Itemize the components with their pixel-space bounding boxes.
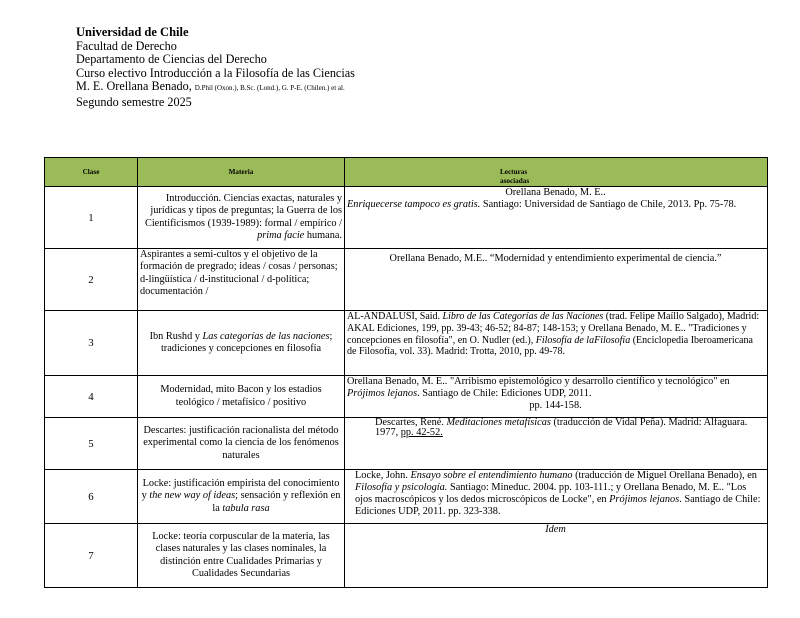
- table-row: [45, 311, 768, 376]
- materia-cell: Modernidad, mito Bacon y los estadios teológico / metafísico / positivo: [138, 376, 345, 418]
- university-name: Universidad de Chile: [76, 25, 189, 39]
- semester: Segundo semestre 2025: [76, 94, 192, 109]
- table-row: [45, 249, 768, 311]
- clase-number: 7: [45, 524, 138, 588]
- clase-number: 1: [45, 187, 138, 249]
- faculty-name: Facultad de Derecho: [76, 38, 177, 53]
- lecturas-cell: Locke, John. Ensayo sobre el entendimiento humano (traducción de Miguel Orellana Benado), en Filosofía y psicología. Santiago: Mineduc. 2004. pp. 103-111.; y Orellana Benado, M. E.. "Los ojos macroscópicos y los dedos microscópicos de Locke", en Prójimos lejanos. Santiago de Chile: Ediciones UDP, 2011. pp. 323-338.: [345, 470, 768, 524]
- lecturas-cell: Descartes, René. Meditaciones metafísicas (traducción de Vidal Peña). Madrid: Alfaguara. 1977, pp. 42-52.: [345, 418, 768, 470]
- lecturas-cell: Orellana Benado, M. E.. "Arribismo epistemológico y desarrollo científico y tecnológico" en Prójimos lejanos. Santiago de Chile: Ediciones UDP, 2011. pp. 144-158.: [345, 376, 768, 418]
- materia-cell: Aspirantes a semi-cultos y el objetivo de la formación de pregrado; ideas / cosas / personas; d-lingüística / d-institucional / d-política; documentación /: [138, 249, 345, 311]
- clase-number: 5: [45, 418, 138, 470]
- materia-cell: Introducción. Ciencias exactas, naturales y jurídicas y tipos de preguntas; la Guerra de los Cientificismos (1939-1989): formal / empírico / prima facie humana.: [138, 187, 345, 249]
- clase-number: 4: [45, 376, 138, 418]
- clase-number: 6: [45, 470, 138, 524]
- table-row: [45, 418, 768, 470]
- lecturas-cell: Ídem: [345, 524, 768, 588]
- professor-name: M. E. Orellana Benado,: [76, 79, 192, 94]
- course-name: Curso electivo Introducción a la Filosofía de las Ciencias: [76, 65, 355, 80]
- clase-number: 3: [45, 311, 138, 376]
- materia-cell: Locke: justificación empirista del conocimiento y the new way of ideas; sensación y reflexión en la tabula rasa: [138, 470, 345, 524]
- materia-cell: Ibn Rushd y Las categorías de las naciones; tradiciones y concepciones en filosofía: [138, 311, 345, 376]
- header-materia: Materia: [138, 158, 345, 187]
- header-lecturas: Lecturas asociadas: [345, 158, 768, 187]
- header-clase: Clase: [45, 158, 138, 187]
- table-row: [45, 524, 768, 588]
- syllabus-table: [44, 157, 768, 588]
- materia-cell: Descartes: justificación racionalista del método experimental como la ciencia de los fenómenos naturales: [138, 418, 345, 470]
- table-row: [45, 470, 768, 524]
- document-header: [76, 26, 736, 110]
- table-row: [45, 376, 768, 418]
- table-row: [45, 187, 768, 249]
- lecturas-cell: AL-ANDALUSÍ, Said. Libro de las Categorías de las Naciones (trad. Felipe Maíllo Salgado), Madrid: AKAL Ediciones, 199, pp. 39-43; 46-52; 84-87; 148-153; y Orellana Benado, M. E.. "Tradiciones y concepciones en filosofía", en O. Nudler (ed.), Filosofía de laFilosofía (Enciclopedia Iberoamericana de Filosofía, vol. 33). Madrid: Trotta, 2010, pp. 49-78.: [345, 311, 768, 376]
- lecturas-cell: Orellana Benado, M. E.. Enriquecerse tampoco es gratis. Santiago: Universidad de Santiago de Chile, 2013. Pp. 75-78.: [345, 187, 768, 249]
- department-name: Departamento de Ciencias del Derecho: [76, 52, 267, 67]
- professor-line: [76, 80, 736, 96]
- table-header-row: [45, 158, 768, 187]
- clase-number: 2: [45, 249, 138, 311]
- lecturas-cell: Orellana Benado, M.E.. “Modernidad y entendimiento experimental de ciencia.”: [345, 249, 768, 311]
- professor-credentials: D.Phil (Oxon.), B.Sc. (Lond.), G. P-E. (Chilen.) et al.: [194, 84, 345, 93]
- materia-cell: Locke: teoría corpuscular de la materia, las clases naturales y las clases nominales, la distinción entre Cualidades Primarias y Cualidades Secundarias: [138, 524, 345, 588]
